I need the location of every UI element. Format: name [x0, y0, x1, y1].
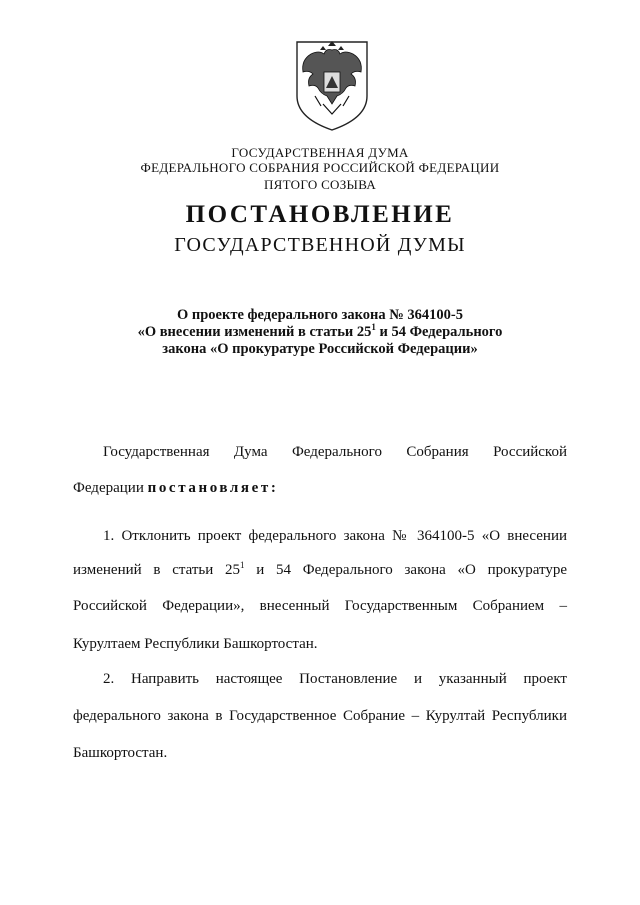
item-1-line-2-superscript: 1: [240, 560, 245, 570]
document-subtitle: ГОСУДАРСТВЕННОЙ ДУМЫ: [174, 234, 466, 256]
preamble-line-1: Государственная Дума Федерального Собрания Российской: [103, 444, 567, 460]
item-2-line-1: 2. Направить настоящее Постановление и указанный проект: [103, 671, 567, 687]
subject-line-3: закона «О прокуратуре Российской Федерации»: [162, 341, 478, 357]
header-line-duma: ГОСУДАРСТВЕННАЯ ДУМА: [231, 145, 409, 160]
header-line-assembly: ФЕДЕРАЛЬНОГО СОБРАНИЯ РОССИЙСКОЙ ФЕДЕРАЦИИ: [140, 160, 500, 175]
item-2-line-2: федерального закона в Государственное Собрание – Курултай Республики: [73, 708, 567, 724]
preamble-text: Федерации: [73, 480, 148, 496]
header-line-convocation: ПЯТОГО СОЗЫВА: [263, 177, 377, 192]
subject-line-2-text-a: «О внесении изменений в статьи 25: [137, 324, 372, 340]
item-1-line-4: Курултаем Республики Башкортостан.: [73, 636, 318, 652]
item-1-line-3: Российской Федерации», внесенный Государственным Собранием –: [73, 598, 567, 614]
subject-line-2-superscript: 1: [371, 322, 376, 332]
document-title: ПОСТАНОВЛЕНИЕ: [185, 201, 455, 228]
preamble-line-2: [73, 479, 278, 497]
subject-line-2-text-b: и 54 Федерального: [375, 324, 503, 340]
coat-of-arms-emblem: [293, 38, 371, 132]
item-1-line-2: [73, 561, 567, 579]
item-1-line-1: 1. Отклонить проект федерального закона № 364100-5 «О внесении: [103, 528, 567, 544]
item-2-line-3: Башкортостан.: [73, 745, 168, 761]
preamble-resolves-word: постановляет:: [147, 480, 279, 496]
subject-line-1: О проекте федерального закона № 364100-5: [176, 307, 464, 323]
item-1-line-2-text-a: изменений в статьи 25: [73, 562, 241, 578]
item-1-line-2-text-b: и 54 Федерального закона «О прокуратуре: [244, 562, 567, 578]
subject-line-2: [100, 324, 540, 341]
